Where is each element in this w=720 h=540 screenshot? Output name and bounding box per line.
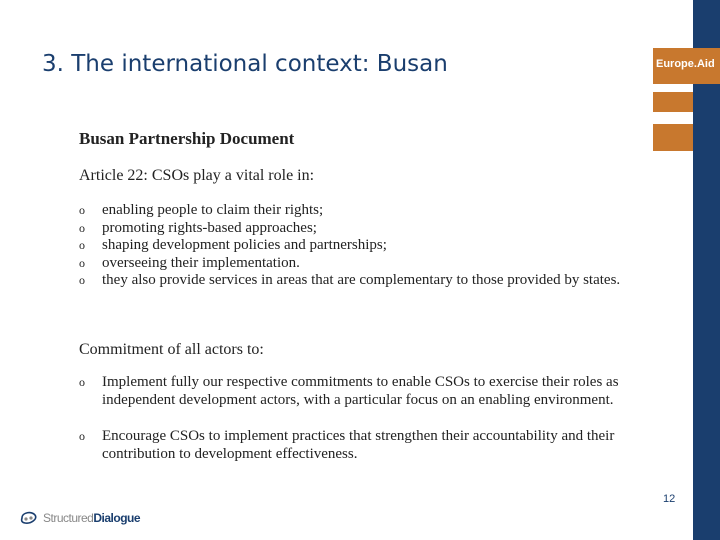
orange-decor-block <box>653 124 693 151</box>
bullet-icon: o <box>79 375 85 389</box>
bullet-icon: o <box>79 255 85 270</box>
europeaid-badge <box>653 48 720 84</box>
list-item <box>79 220 679 238</box>
article-intro: Article 22: CSOs play a vital role in: <box>79 167 315 184</box>
list-item <box>79 255 679 273</box>
list-item <box>79 374 677 409</box>
badge-label: Europe.Aid <box>656 58 715 70</box>
logo-text-dialogue: Dialogue <box>93 511 141 525</box>
section-heading: Busan Partnership Document <box>79 129 295 148</box>
list-item <box>79 272 679 290</box>
role-text: shaping development policies and partnerships; <box>102 237 387 253</box>
logo-wordmark <box>43 511 140 525</box>
list-item <box>79 202 679 220</box>
role-text: they also provide services in areas that are complementary to those provided by states. <box>102 272 621 288</box>
dialogue-logo-icon <box>19 509 43 527</box>
role-text: enabling people to claim their rights; <box>102 202 324 218</box>
commitment-text: Implement fully our respective commitments to enable CSOs to exercise their roles as independent development actors, with a particular focus on an enabling environment. <box>102 374 619 408</box>
list-item <box>79 428 677 463</box>
bullet-icon: o <box>79 429 85 443</box>
list-item <box>79 237 679 255</box>
role-text: promoting rights-based approaches; <box>102 219 317 236</box>
orange-decor-block <box>653 92 693 112</box>
slide-title: 3. The international context: Busan <box>42 51 448 77</box>
role-text: overseeing their implementation. <box>102 254 300 271</box>
roles-list <box>79 202 679 290</box>
commitment-intro: Commitment of all actors to: <box>79 341 264 358</box>
page-number: 12 <box>663 493 676 505</box>
commitment-text: Encourage CSOs to implement practices that strengthen their accountability and their contribution to development effectiveness. <box>102 428 615 462</box>
structured-dialogue-logo <box>19 508 140 528</box>
bullet-icon: o <box>79 238 85 252</box>
bullet-icon: o <box>79 273 85 287</box>
commitments-list <box>79 374 677 482</box>
bullet-icon: o <box>79 220 85 235</box>
logo-text-structured: Structured <box>43 511 94 525</box>
bullet-icon: o <box>79 203 85 217</box>
